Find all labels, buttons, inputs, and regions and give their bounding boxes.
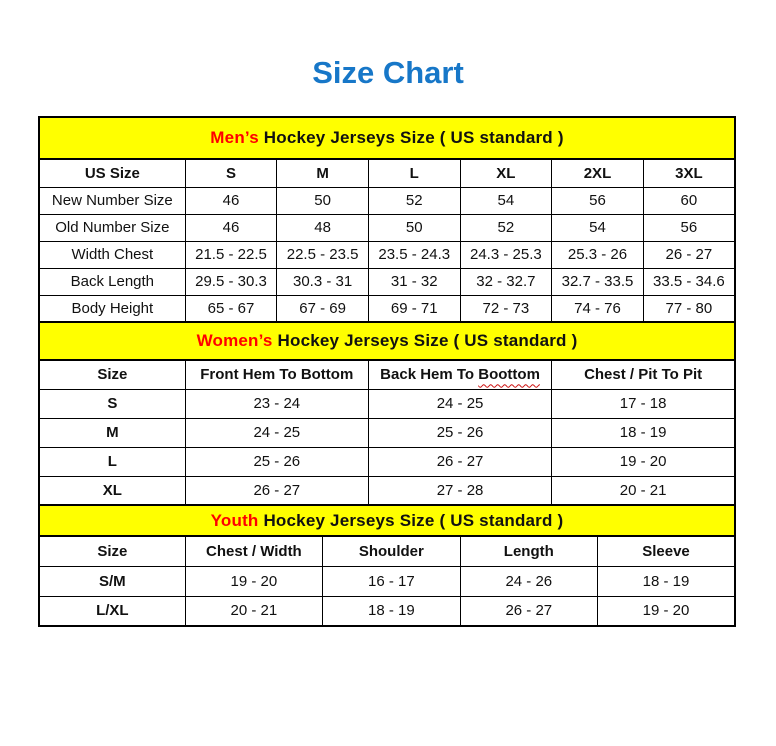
womens-table-row [39,447,735,476]
womens-size-table [38,321,736,506]
womens-column-header-row [39,360,735,389]
youth-column-header-row [39,536,735,566]
mens-column-header: US Size [39,159,185,187]
womens-cell-value: 26 - 27 [185,476,368,505]
youth-column-header: Chest / Width [185,536,322,566]
mens-section-title [39,117,735,159]
mens-table-row [39,187,735,214]
mens-cell-value: 22.5 - 23.5 [277,241,369,268]
mens-cell-value: 52 [460,214,552,241]
womens-cell-value: 25 - 26 [185,447,368,476]
youth-row-label: S/M [39,566,185,596]
womens-cell-value: 19 - 20 [552,447,735,476]
womens-section-title [39,322,735,360]
youth-section-band [39,505,735,536]
womens-cell-value: 24 - 25 [368,389,551,418]
mens-size-table [38,116,736,323]
mens-cell-value: 48 [277,214,369,241]
mens-row-label: Width Chest [39,241,185,268]
mens-table-row [39,268,735,295]
mens-cell-value: 52 [368,187,460,214]
mens-column-header-row [39,159,735,187]
womens-section-title-text: Hockey Jerseys Size ( US standard ) [272,331,578,350]
womens-cell-value: 18 - 19 [552,418,735,447]
mens-cell-value: 23.5 - 24.3 [368,241,460,268]
youth-cell-value: 18 - 19 [323,596,460,626]
mens-column-header: S [185,159,277,187]
mens-cell-value: 32 - 32.7 [460,268,552,295]
mens-row-label: New Number Size [39,187,185,214]
mens-cell-value: 29.5 - 30.3 [185,268,277,295]
mens-row-label: Old Number Size [39,214,185,241]
misspelled-word: Boottom [478,366,540,384]
womens-section-band [39,322,735,360]
womens-table-row [39,476,735,505]
youth-cell-value: 18 - 19 [598,566,735,596]
mens-cell-value: 56 [552,187,644,214]
youth-table-row [39,566,735,596]
youth-section-title-text: Hockey Jerseys Size ( US standard ) [258,510,564,530]
mens-cell-value: 46 [185,214,277,241]
mens-cell-value: 50 [368,214,460,241]
womens-cell-value: 20 - 21 [552,476,735,505]
womens-row-label: XL [39,476,185,505]
mens-cell-value: 50 [277,187,369,214]
womens-column-header: Back Hem To Boottom [368,360,551,389]
youth-cell-value: 16 - 17 [323,566,460,596]
youth-section-title-highlight: Youth [210,510,259,530]
youth-row-label: L/XL [39,596,185,626]
womens-column-header: Size [39,360,185,389]
youth-column-header: Shoulder [323,536,460,566]
youth-column-header: Sleeve [598,536,735,566]
youth-cell-value: 24 - 26 [460,566,597,596]
mens-cell-value: 72 - 73 [460,295,552,322]
youth-column-header: Length [460,536,597,566]
womens-cell-value: 26 - 27 [368,447,551,476]
womens-cell-value: 17 - 18 [552,389,735,418]
mens-row-label: Back Length [39,268,185,295]
womens-table-row [39,418,735,447]
youth-size-table [38,504,736,627]
womens-column-header: Front Hem To Bottom [185,360,368,389]
womens-column-header: Chest / Pit To Pit [552,360,735,389]
page-title: Size Chart [312,55,464,90]
youth-cell-value: 26 - 27 [460,596,597,626]
youth-table-row [39,596,735,626]
mens-cell-value: 26 - 27 [643,241,735,268]
mens-column-header: 2XL [552,159,644,187]
womens-row-label: L [39,447,185,476]
mens-table-row [39,214,735,241]
mens-cell-value: 67 - 69 [277,295,369,322]
youth-column-header: Size [39,536,185,566]
mens-column-header: 3XL [643,159,735,187]
mens-cell-value: 56 [643,214,735,241]
womens-cell-value: 25 - 26 [368,418,551,447]
womens-section-title-highlight: Women’s [196,331,273,350]
mens-cell-value: 32.7 - 33.5 [552,268,644,295]
mens-cell-value: 25.3 - 26 [552,241,644,268]
mens-section-title-highlight: Men’s [210,128,259,147]
womens-table-row [39,389,735,418]
womens-cell-value: 24 - 25 [185,418,368,447]
mens-section-band [39,117,735,159]
mens-cell-value: 74 - 76 [552,295,644,322]
youth-cell-value: 20 - 21 [185,596,322,626]
mens-table-row [39,295,735,322]
mens-cell-value: 77 - 80 [643,295,735,322]
mens-cell-value: 69 - 71 [368,295,460,322]
womens-row-label: S [39,389,185,418]
mens-cell-value: 21.5 - 22.5 [185,241,277,268]
youth-cell-value: 19 - 20 [598,596,735,626]
mens-section-title-text: Hockey Jerseys Size ( US standard ) [258,128,564,147]
mens-column-header: L [368,159,460,187]
womens-cell-value: 27 - 28 [368,476,551,505]
mens-cell-value: 65 - 67 [185,295,277,322]
mens-cell-value: 24.3 - 25.3 [460,241,552,268]
mens-column-header: M [277,159,369,187]
mens-cell-value: 31 - 32 [368,268,460,295]
womens-row-label: M [39,418,185,447]
mens-cell-value: 54 [552,214,644,241]
mens-column-header: XL [460,159,552,187]
mens-cell-value: 30.3 - 31 [277,268,369,295]
mens-row-label: Body Height [39,295,185,322]
mens-cell-value: 46 [185,187,277,214]
size-tables [38,116,736,627]
mens-table-row [39,241,735,268]
mens-cell-value: 54 [460,187,552,214]
youth-section-title [39,505,735,536]
mens-cell-value: 60 [643,187,735,214]
mens-cell-value: 33.5 - 34.6 [643,268,735,295]
youth-cell-value: 19 - 20 [185,566,322,596]
womens-cell-value: 23 - 24 [185,389,368,418]
